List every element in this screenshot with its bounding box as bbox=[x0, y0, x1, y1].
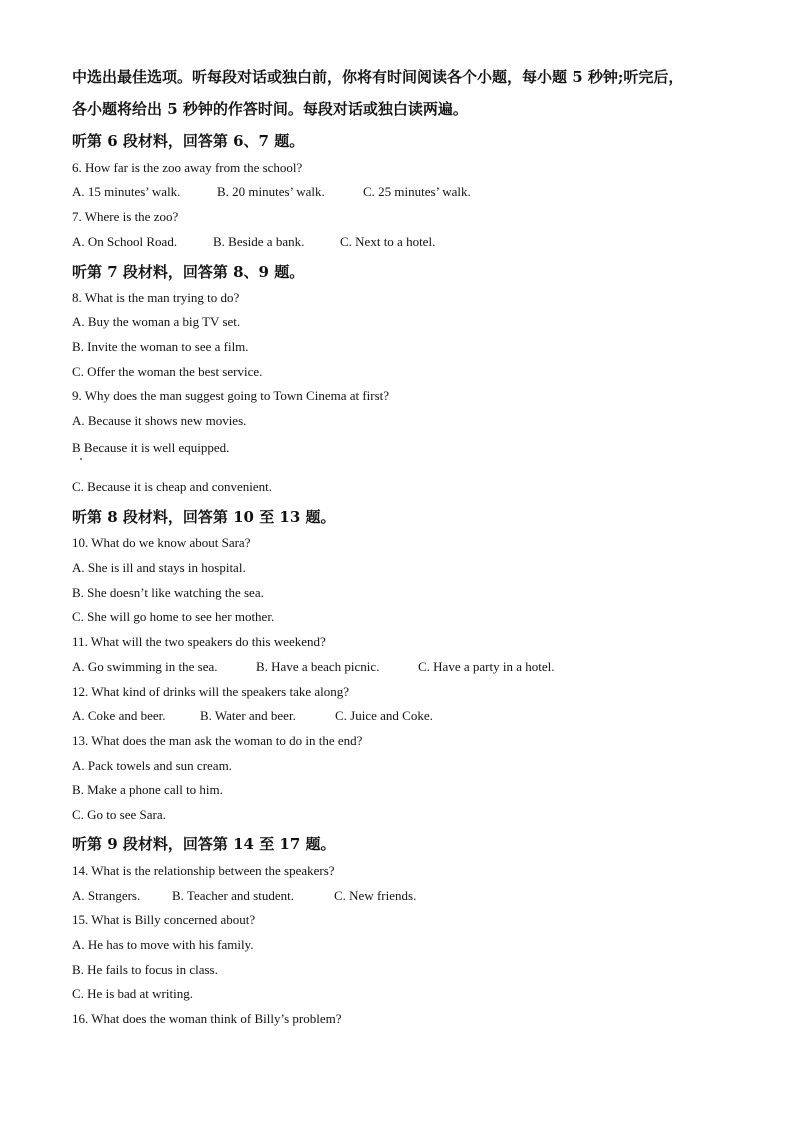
q14-option-a[interactable]: A. Strangers. bbox=[72, 888, 141, 903]
q15-option-b[interactable]: B. He fails to focus in class. bbox=[72, 962, 218, 977]
q11-option-b[interactable]: B. Have a beach picnic. bbox=[256, 659, 380, 674]
q10-option-c[interactable]: C. She will go home to see her mother. bbox=[72, 609, 275, 624]
question-14-options bbox=[72, 888, 416, 904]
q6-option-b[interactable]: B. 20 minutes’ walk. bbox=[217, 184, 325, 199]
section-8-heading: 听第 8 段材料，回答第 10 至 13 题。 bbox=[72, 508, 336, 526]
question-11-options bbox=[72, 659, 554, 675]
question-8-stem: 8. What is the man trying to do? bbox=[72, 290, 240, 305]
section-9-heading: 听第 9 段材料，回答第 14 至 17 题。 bbox=[72, 835, 336, 853]
question-12-stem: 12. What kind of drinks will the speakers take along? bbox=[72, 684, 350, 699]
q8-option-b[interactable]: B. Invite the woman to see a film. bbox=[72, 339, 249, 354]
q7-option-a[interactable]: A. On School Road. bbox=[72, 234, 178, 249]
q7-option-c[interactable]: C. Next to a hotel. bbox=[340, 234, 436, 249]
q10-option-b[interactable]: B. She doesn’t like watching the sea. bbox=[72, 585, 264, 600]
q12-option-b[interactable]: B. Water and beer. bbox=[200, 708, 296, 723]
q9-option-c[interactable]: C. Because it is cheap and convenient. bbox=[72, 479, 272, 494]
q9-option-a[interactable]: A. Because it shows new movies. bbox=[72, 413, 247, 428]
q7-option-b[interactable]: B. Beside a bank. bbox=[213, 234, 305, 249]
question-11-stem: 11. What will the two speakers do this weekend? bbox=[72, 634, 326, 649]
section-6-heading: 听第 6 段材料，回答第 6、7 题。 bbox=[72, 132, 305, 150]
q13-option-a[interactable]: A. Pack towels and sun cream. bbox=[72, 758, 232, 773]
q15-option-c[interactable]: C. He is bad at writing. bbox=[72, 986, 193, 1001]
q15-option-a[interactable]: A. He has to move with his family. bbox=[72, 937, 254, 952]
q12-option-a[interactable]: A. Coke and beer. bbox=[72, 708, 166, 723]
q14-option-c[interactable]: C. New friends. bbox=[334, 888, 417, 903]
q13-option-b[interactable]: B. Make a phone call to him. bbox=[72, 782, 223, 797]
question-14-stem: 14. What is the relationship between the speakers? bbox=[72, 863, 335, 878]
question-13-stem: 13. What does the man ask the woman to do in the end? bbox=[72, 733, 363, 748]
question-10-stem: 10. What do we know about Sara? bbox=[72, 535, 251, 550]
q14-option-b[interactable]: B. Teacher and student. bbox=[172, 888, 294, 903]
question-6-stem: 6. How far is the zoo away from the school? bbox=[72, 160, 303, 175]
q10-option-a[interactable]: A. She is ill and stays in hospital. bbox=[72, 560, 246, 575]
instructions-line-1: 中选出最佳选项。听每段对话或独白前，你将有时间阅读各个小题，每小题 5 秒钟;听完后， bbox=[72, 68, 684, 86]
q8-option-a[interactable]: A. Buy the woman a big TV set. bbox=[72, 314, 241, 329]
q6-option-a[interactable]: A. 15 minutes’ walk. bbox=[72, 184, 181, 199]
instructions-line-2: 各小题将给出 5 秒钟的作答时间。每段对话或独白读两遍。 bbox=[72, 100, 468, 118]
q11-option-c[interactable]: C. Have a party in a hotel. bbox=[418, 659, 555, 674]
q11-option-a[interactable]: A. Go swimming in the sea. bbox=[72, 659, 218, 674]
question-15-stem: 15. What is Billy concerned about? bbox=[72, 912, 256, 927]
q9-option-b[interactable]: B Because it is well equipped. bbox=[72, 440, 230, 455]
question-7-options bbox=[72, 234, 435, 250]
q6-option-c[interactable]: C. 25 minutes’ walk. bbox=[363, 184, 471, 199]
question-16-stem: 16. What does the woman think of Billy’s problem? bbox=[72, 1011, 342, 1026]
question-6-options bbox=[72, 184, 471, 200]
q8-option-c[interactable]: C. Offer the woman the best service. bbox=[72, 364, 263, 379]
q12-option-c[interactable]: C. Juice and Coke. bbox=[335, 708, 433, 723]
q13-option-c[interactable]: C. Go to see Sara. bbox=[72, 807, 166, 822]
section-7-heading: 听第 7 段材料，回答第 8、9 题。 bbox=[72, 263, 305, 281]
stray-dot bbox=[80, 458, 82, 460]
question-9-stem: 9. Why does the man suggest going to Town Cinema at first? bbox=[72, 388, 390, 403]
question-7-stem: 7. Where is the zoo? bbox=[72, 209, 179, 224]
question-12-options bbox=[72, 708, 433, 724]
